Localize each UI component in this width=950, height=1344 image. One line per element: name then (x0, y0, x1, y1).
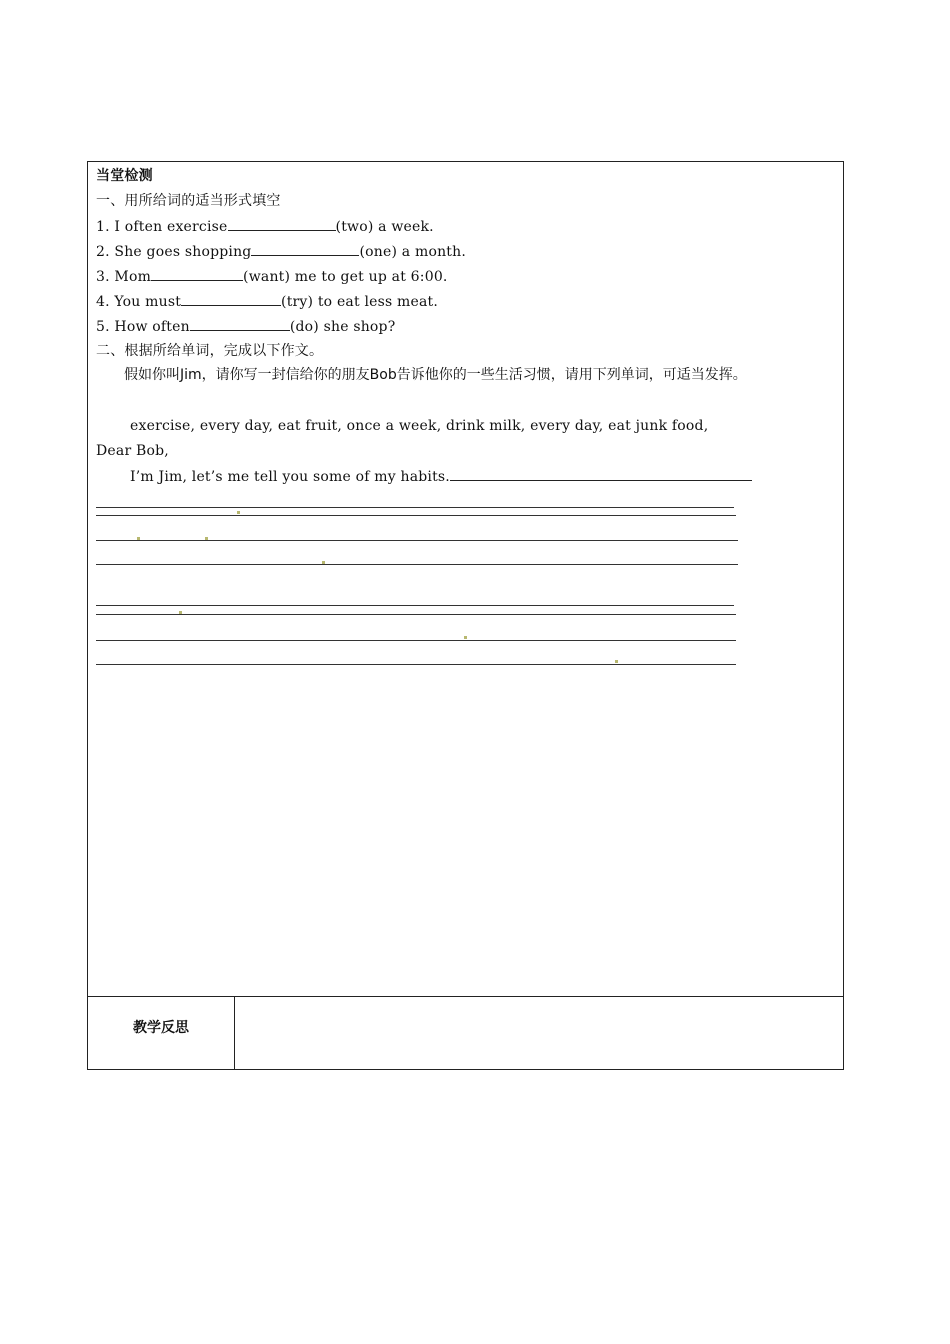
writing-line[interactable] (96, 507, 734, 508)
part1-title: 一、用所给词的适当形式填空 (96, 193, 281, 209)
question-1-text: 1. I often exercise (96, 219, 228, 235)
question-5 (96, 316, 395, 337)
speck-mark (237, 511, 240, 514)
salutation: Dear Bob, (96, 443, 169, 459)
speck-mark (615, 660, 618, 663)
writing-line[interactable] (96, 614, 736, 615)
question-5-text: 5. How often (96, 319, 190, 335)
question-3 (96, 266, 448, 287)
question-4-text: 4. You must (96, 294, 182, 310)
speck-mark (205, 537, 208, 540)
reflection-label-cell (88, 997, 235, 1069)
writing-line[interactable] (96, 564, 738, 565)
part2-title: 二、根据所给单词，完成以下作文。 (96, 343, 324, 359)
opening-blank[interactable] (450, 466, 752, 481)
question-2 (96, 241, 466, 262)
question-3-blank[interactable] (151, 266, 243, 281)
writing-line[interactable] (96, 605, 734, 606)
worksheet-table (87, 161, 844, 1070)
speck-mark (137, 537, 140, 540)
reflection-label: 教学反思 (133, 1020, 189, 1036)
question-2-text: 2. She goes shopping (96, 244, 252, 260)
given-words: exercise, every day, eat fruit, once a week, drink milk, every day, eat junk food, (130, 418, 709, 434)
question-4 (96, 291, 438, 312)
question-4-blank[interactable] (181, 291, 281, 306)
writing-instruction: 假如你叫Jim，请你写一封信给你的朋友Bob告诉他你的一些生活习惯，请用下列单词，可适当发挥。 (124, 367, 747, 383)
question-2-blank[interactable] (251, 241, 359, 256)
section-title: 当堂检测 (96, 168, 153, 184)
question-3-hint: (want) me to get up at 6:00. (243, 269, 448, 285)
speck-mark (464, 636, 467, 639)
question-1-hint: (two) a week. (335, 219, 434, 235)
exercise-cell (88, 162, 843, 997)
question-5-blank[interactable] (190, 316, 290, 331)
question-2-hint: (one) a month. (359, 244, 466, 260)
question-5-hint: (do) she shop? (289, 319, 396, 335)
writing-line[interactable] (96, 540, 738, 541)
speck-mark (322, 561, 325, 564)
opening-sentence (130, 466, 752, 487)
reflection-content-cell[interactable] (235, 997, 843, 1069)
writing-line[interactable] (96, 664, 736, 665)
opening-text: I’m Jim, let’s me tell you some of my habits. (130, 469, 450, 485)
writing-line[interactable] (96, 515, 736, 516)
speck-mark (179, 611, 182, 614)
question-1-blank[interactable] (228, 216, 336, 231)
question-4-hint: (try) to eat less meat. (281, 294, 439, 310)
question-1 (96, 216, 434, 237)
question-3-text: 3. Mom (96, 269, 152, 285)
writing-line[interactable] (96, 640, 736, 641)
